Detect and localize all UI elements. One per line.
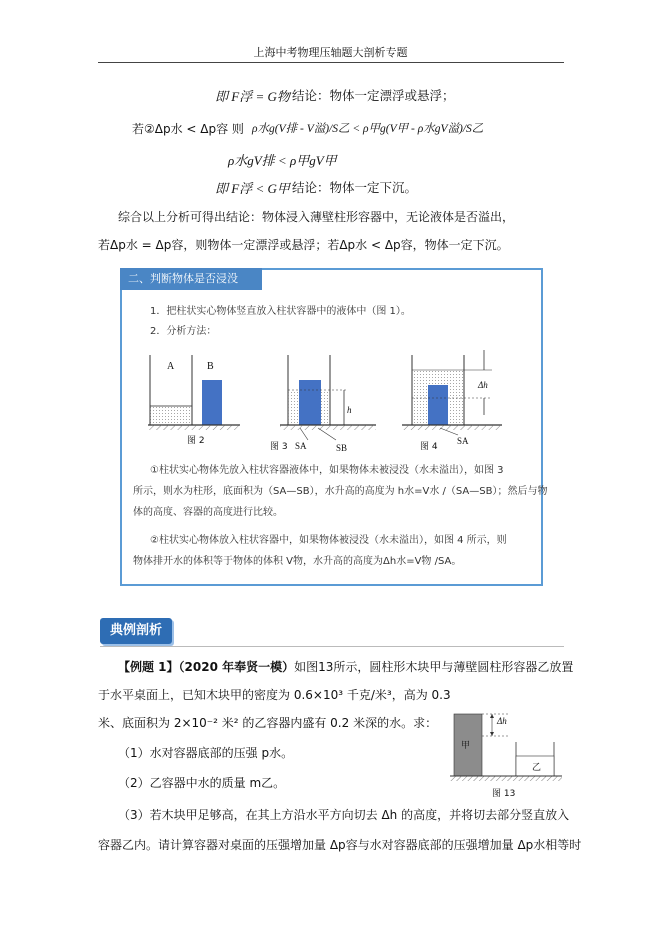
- figure-4: [402, 350, 502, 435]
- derivation-line3-math: ρ水gV排 < ρ甲gV甲: [228, 153, 337, 168]
- page-header: 上海中考物理压轴题大剖析专题: [253, 46, 408, 59]
- derivation-line4-math: 即 F浮 < G甲: [215, 181, 290, 196]
- fig4-caption: 图 4: [420, 442, 438, 452]
- example-line1: [118, 659, 573, 675]
- fig13-label-dh: Δh: [497, 716, 507, 726]
- example-q2: （2）乙容器中水的质量 m乙。: [118, 776, 286, 790]
- figure-3: [280, 355, 376, 440]
- summary-line1: 综合以上分析可得出结论：物体浸入薄壁柱形容器中，无论液体是否溢出，: [118, 210, 515, 224]
- example-q3-line1: （3）若木块甲足够高，在其上方沿水平方向切去 Δh 的高度，并将切去部分竖直放入: [118, 808, 570, 822]
- example-divider: [100, 646, 564, 647]
- fig3-label-sa: SA: [295, 441, 307, 451]
- fig2-caption: 图 2: [187, 436, 205, 446]
- method-para1-line3: 体的高度、容器的高度进行比较。: [133, 507, 283, 518]
- method-para2-line1: ②柱状实心物体放入柱状容器中，如果物体被浸没（水未溢出），如图 4 所示，则: [150, 535, 507, 546]
- example-title: 【例题 1】（2020 年奉贤一模）: [118, 660, 295, 674]
- header-divider: [98, 62, 564, 63]
- fig13-label-yi: 乙: [532, 763, 542, 773]
- derivation-line1-conclusion: 结论：物体一定漂浮或悬浮；: [292, 88, 455, 103]
- derivation-line1-math: 即 F浮 = G物: [215, 89, 290, 104]
- derivation-line2-prefix: 若②Δp水 < Δp容 则: [132, 122, 244, 136]
- example-q1: （1）水对容器底部的压强 p水。: [118, 746, 294, 760]
- fig4-label-dh: Δh: [478, 380, 488, 390]
- fig3-caption: 图 3: [270, 442, 288, 452]
- example-badge: 典例剖析: [100, 618, 172, 644]
- derivation-line4-conclusion: 结论：物体一定下沉。: [292, 180, 418, 195]
- method-box-title: 二、判断物体是否浸没: [120, 268, 262, 290]
- example-q3-line2: 容器乙内。请计算容器对桌面的压强增加量 Δp容与水对容器底部的压强增加量 Δp水相等时: [98, 838, 582, 852]
- method-item2: 2．分析方法：: [150, 326, 217, 337]
- fig13-label-jia: 甲: [461, 741, 471, 751]
- example-line3: 米、底面积为 2×10⁻² 米² 的乙容器内盛有 0.2 米深的水。求：: [98, 716, 438, 730]
- method-para2-line2: 物体排开水的体积等于物体的体积 V物，水升高的高度为Δh水=V物 /SA。: [133, 556, 462, 567]
- figure-2: [148, 355, 240, 430]
- fig2-label-b: B: [207, 361, 214, 372]
- fig2-label-a: A: [167, 361, 175, 372]
- method-para1-line1: ①柱状实心物体先放入柱状容器液体中，如果物体未被浸没（水未溢出），如图 3: [150, 465, 504, 476]
- method-para1-line2: 所示，则水为柱形，底面积为（SA—SB），水升高的高度为 h水=V水 /（SA—SB）；然后与物: [133, 486, 548, 497]
- fig4-label-sa: SA: [457, 436, 469, 446]
- example-line1-rest: 如图13所示，圆柱形木块甲与薄壁圆柱形容器乙放置: [294, 660, 574, 674]
- fig3-label-sb: SB: [336, 443, 348, 453]
- summary-line2: 若Δp水 = Δp容，则物体一定漂浮或悬浮；若Δp水 < Δp容，物体一定下沉。: [98, 238, 509, 252]
- fig13-caption: 图 13: [492, 789, 516, 799]
- fig3-label-h: h: [347, 405, 352, 415]
- derivation-line2-math: ρ水g(V排 - V溢)/S乙 < ρ甲g(V甲 - ρ水gV溢)/S乙: [252, 123, 484, 135]
- method-item1: 1．把柱状实心物体竖直放入柱状容器中的液体中（图 1）。: [150, 306, 411, 317]
- example-line2: 于水平桌面上，已知木块甲的密度为 0.6×10³ 千克/米³，高为 0.3: [98, 688, 451, 702]
